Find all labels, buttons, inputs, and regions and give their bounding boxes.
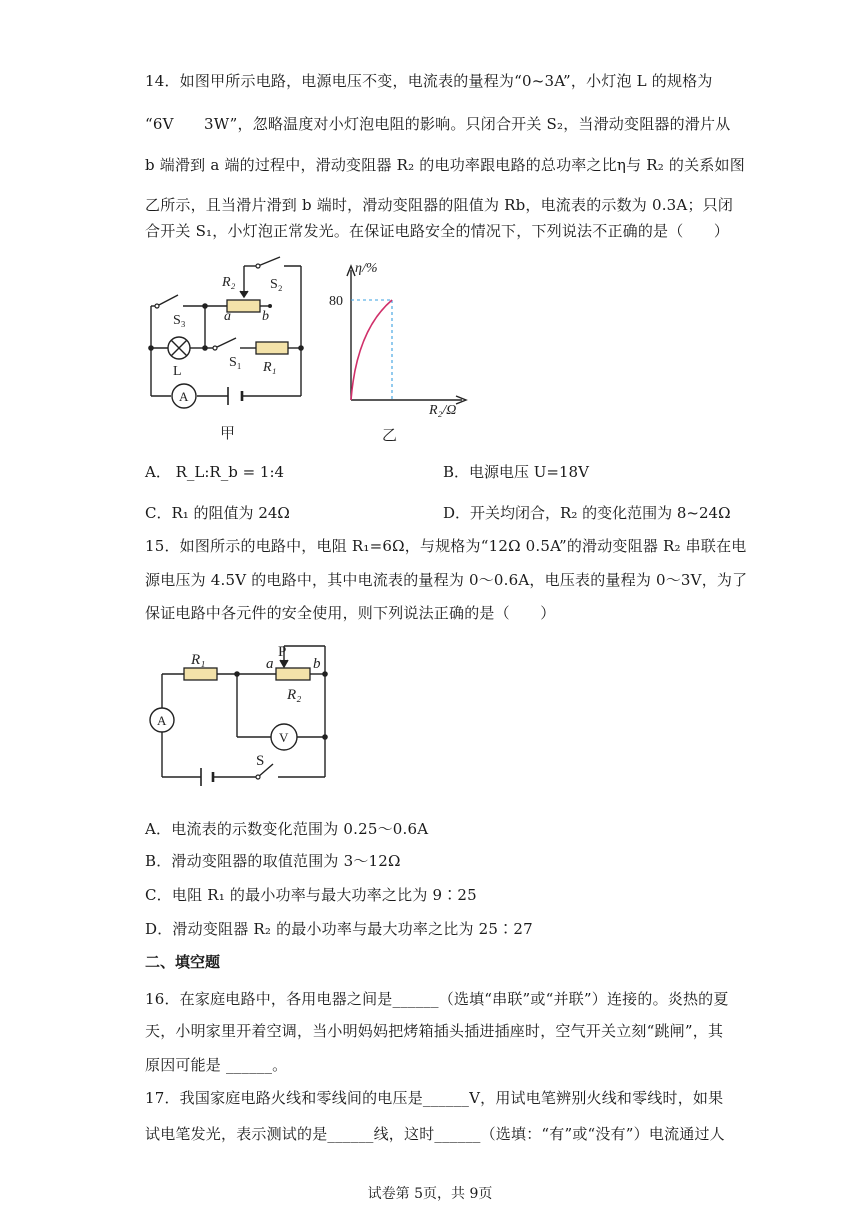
graph-xlabel: R₂/Ω [429,403,457,418]
q16-line-1: 16．在家庭电路中，各用电器之间是______（选填“串联”或“并联”）连接的。炎热的夏 [145,990,729,1008]
q14-line-5: 合开关 S₁，小灯泡正常发光。在保证电路安全的情况下，下列说法不正确的是（ ） [145,222,730,240]
q14-line-4: 乙所示，且当滑片滑到 b 端时，滑动变阻器的阻值为 Rb，电流表的示数为 0.3A；只闭 [145,196,734,214]
graph-ylabel: η/% [355,261,378,276]
q15-option-b: B．滑动变阻器的取值范围为 3～12Ω [145,852,401,870]
circuit-diagram-jia [140,248,320,448]
figure-caption-jia: 甲 [220,426,236,442]
q16-line-3: 原因可能是 ______。 [145,1056,288,1074]
label-r1: R₁ [263,360,277,375]
q15-option-a: A．电流表的示数变化范围为 0.25～0.6A [145,820,429,838]
circuit-diagram-q15 [145,640,345,788]
eta-curve [351,300,392,400]
q14-line-3: b 端滑到 a 端的过程中，滑动变阻器 R₂ 的电功率跟电路的总功率之比η与 R₂ 的关系如图 [145,156,745,174]
label-lamp: L [173,364,182,379]
resistor-r2 [227,300,260,312]
section-heading: 二、填空题 [145,953,221,971]
q15-option-c: C．电阻 R₁ 的最小功率与最大功率之比为 9∶25 [145,886,477,904]
resistor-r1 [256,342,288,354]
graph-yvalue: 80 [329,294,343,309]
q14-line-2: “6V 3W”，忽略温度对小灯泡电阻的影响。只闭合开关 S₂，当滑动变阻器的滑片从 [145,115,731,133]
label-p: P [278,644,287,660]
q14-option-c: C．R₁ 的阻值为 24Ω [145,504,290,522]
q15-option-d: D．滑动变阻器 R₂ 的最小功率与最大功率之比为 25∶27 [145,920,533,938]
ammeter-icon: A [179,389,189,404]
q15-line-3: 保证电路中各元件的安全使用，则下列说法正确的是（ ） [145,604,556,622]
label-r2: R₂ [222,275,236,290]
q15-line-1: 15．如图所示的电路中，电阻 R₁=6Ω，与规格为“12Ω 0.5A”的滑动变阻器 R₂ 串联在电 [145,537,747,555]
graph-yi [322,252,472,448]
label-b: b [313,656,321,672]
label-s3: S₃ [173,313,186,328]
q16-line-2: 天，小明家里开着空调，当小明妈妈把烤箱插头插进插座时，空气开关立刻“跳闸”，其 [145,1022,724,1040]
label-s2: S₂ [270,277,283,292]
q15-line-2: 源电压为 4.5V 的电路中，其中电流表的量程为 0～0.6A，电压表的量程为 0～3V，为了 [145,571,748,589]
label-s1: S₁ [229,355,242,370]
voltmeter-icon: V [279,730,289,745]
q14-option-a: A． R_L:R_b = 1:4 [145,463,285,481]
q17-line-1: 17．我国家庭电路火线和零线间的电压是______V，用试电笔辨别火线和零线时，如果 [145,1089,724,1107]
q14-line-1: 14．如图甲所示电路，电源电压不变，电流表的量程为“0~3A”，小灯泡 L 的规格为 [145,72,713,90]
page-footer: 试卷第 5页，共 9页 [367,1186,493,1202]
q14-option-b: B．电源电压 U=18V [443,463,589,481]
label-a: a [224,309,231,324]
label-a: a [266,656,274,672]
label-b: b [262,309,269,324]
q14-option-d: D．开关均闭合，R₂ 的变化范围为 8~24Ω [443,504,731,522]
resistor-r2 [276,668,310,680]
figure-caption-yi: 乙 [382,428,398,444]
label-r1: R₁ [191,652,206,668]
label-switch-s: S [256,753,265,769]
label-r2: R₂ [287,687,302,703]
resistor-r1 [184,668,217,680]
ammeter-icon: A [157,713,167,728]
q17-line-2: 试电笔发光，表示测试的是______线，这时______（选填：“有”或“没有”）电流通过人 [145,1125,725,1143]
